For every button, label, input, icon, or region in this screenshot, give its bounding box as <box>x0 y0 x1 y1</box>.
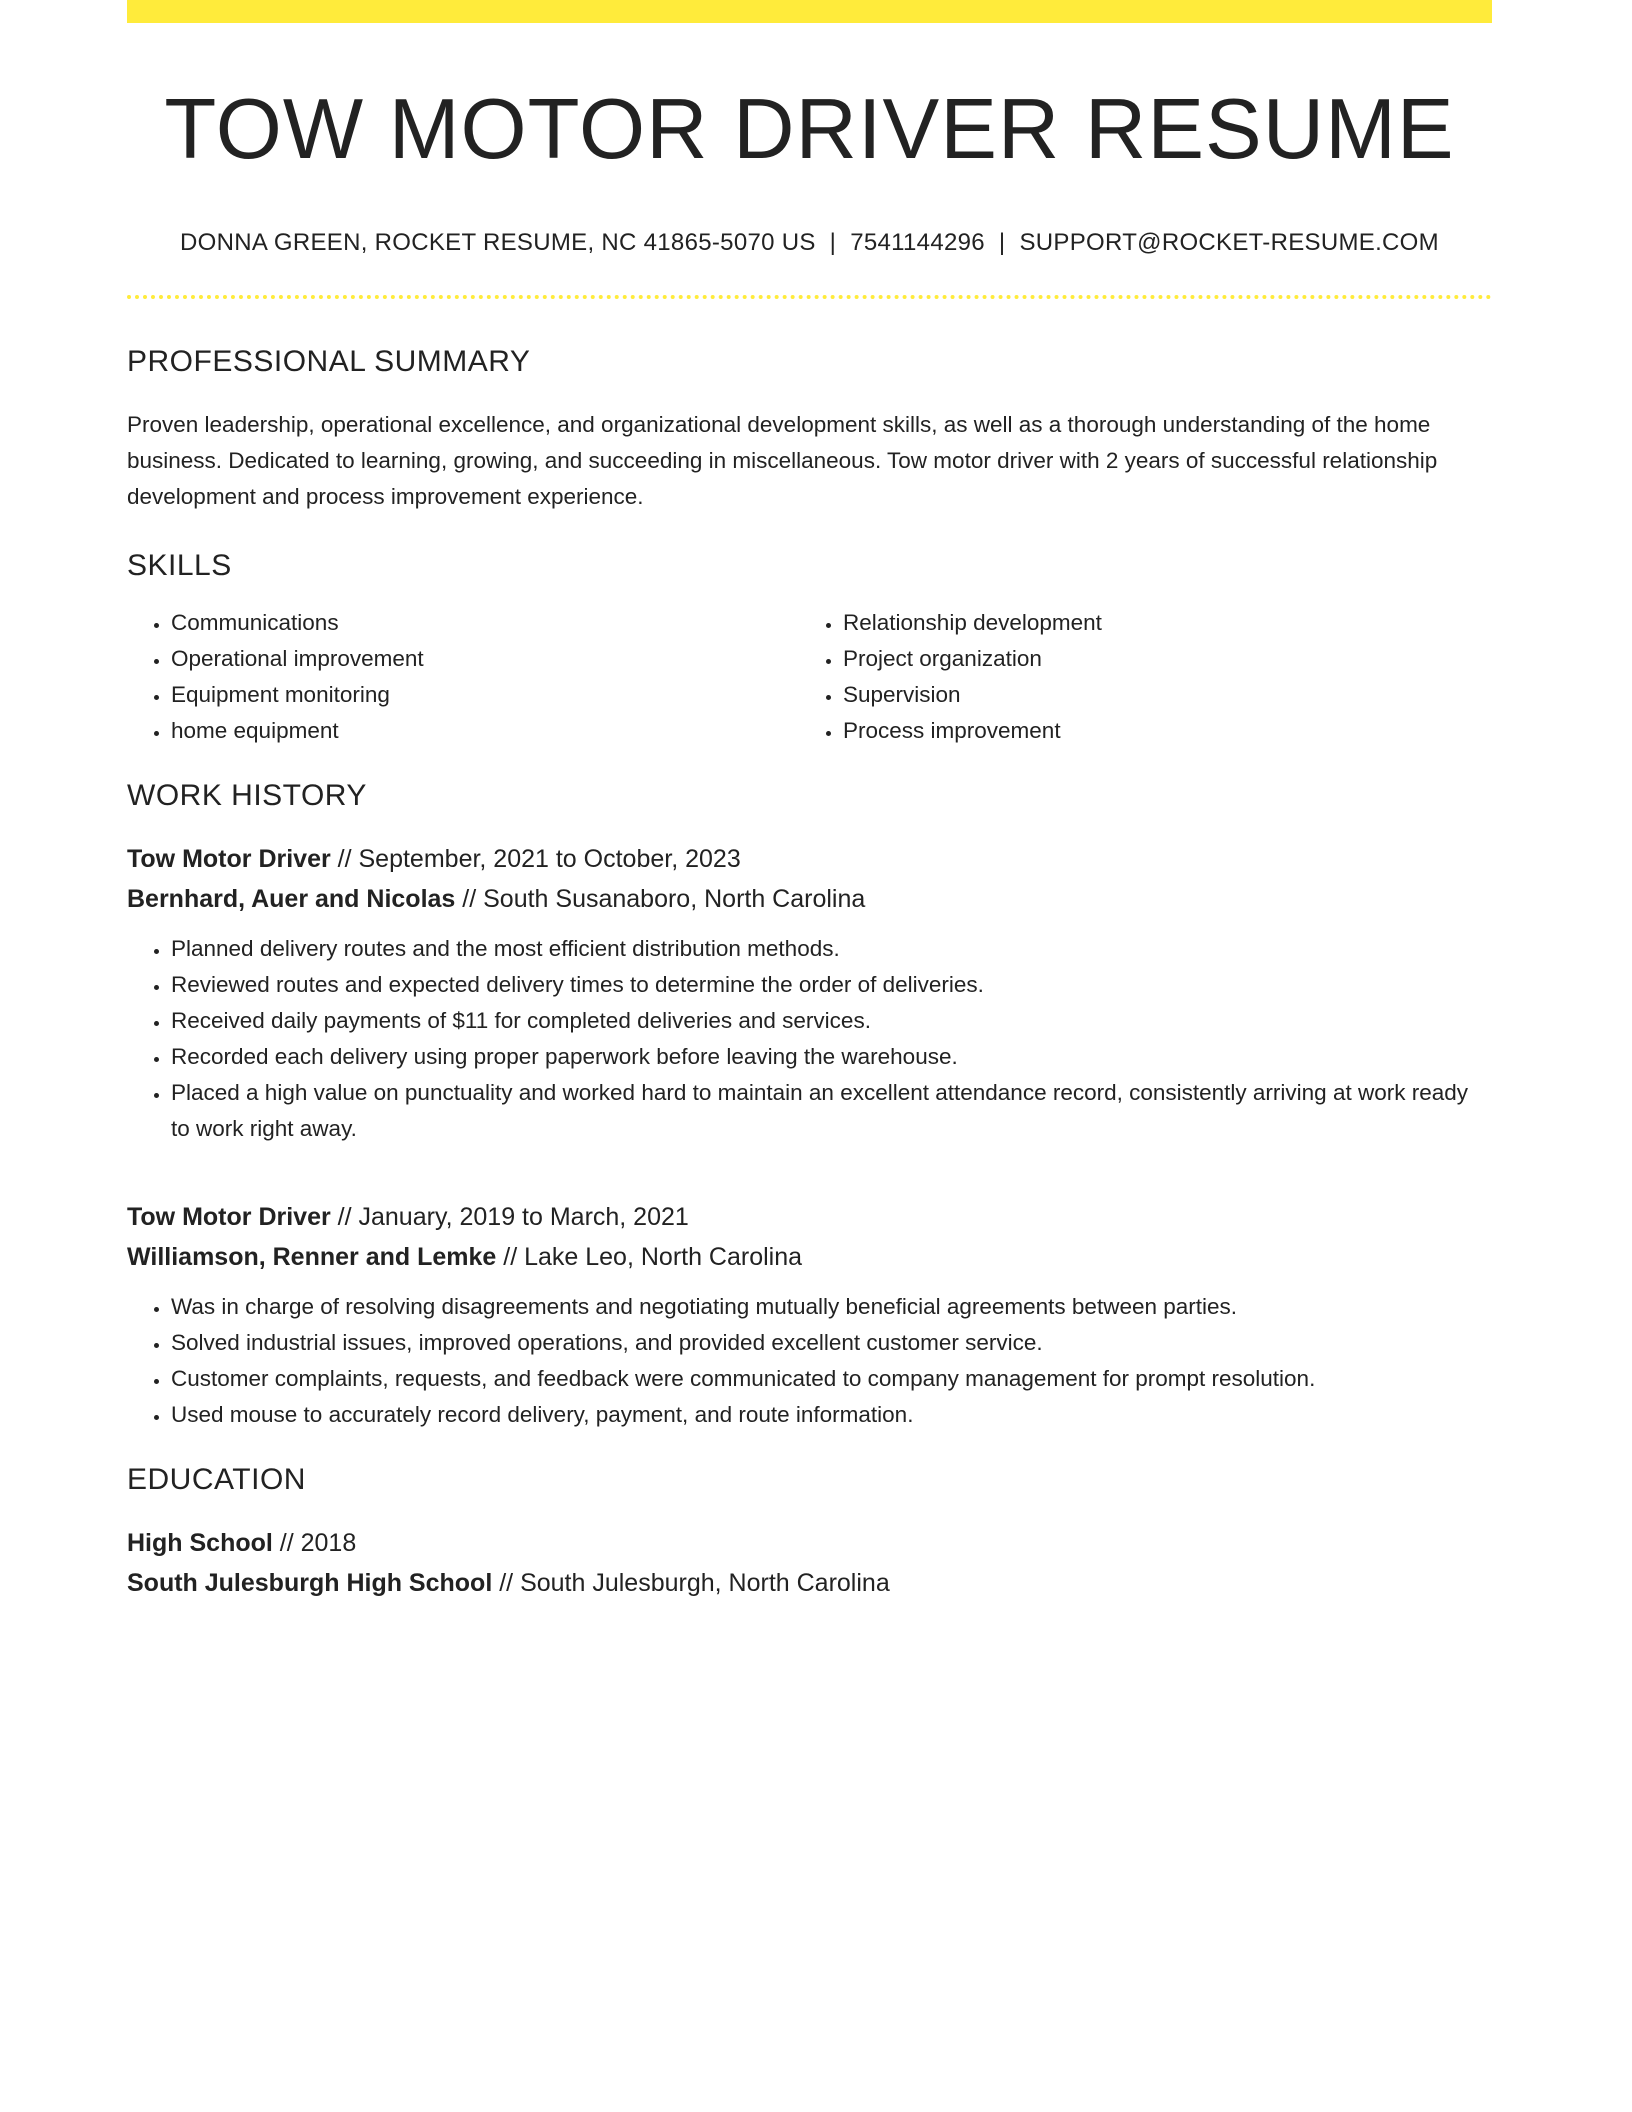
contact-separator: | <box>998 228 1006 256</box>
summary-heading: PROFESSIONAL SUMMARY <box>127 344 531 378</box>
skills-heading: SKILLS <box>127 548 232 582</box>
job-duty: • Used mouse to accurately record delivery, payment, and route information. <box>171 1397 1492 1433</box>
contact-address: DONNA GREEN, ROCKET RESUME, NC 41865-5070 US <box>180 228 816 256</box>
job-duty: • Solved industrial issues, improved operations, and provided excellent customer service. <box>171 1325 1492 1361</box>
job-company: Williamson, Renner and Lemke <box>127 1242 497 1271</box>
education-school: South Julesburgh High School <box>127 1568 493 1597</box>
contact-phone: 7541144296 <box>850 228 985 256</box>
header-divider <box>127 295 1492 299</box>
job-title-line <box>127 839 1492 879</box>
skill-item: • Process improvement <box>843 713 1471 749</box>
skills-grid <box>127 605 1492 749</box>
skill-item: • home equipment <box>171 713 799 749</box>
contact-email: SUPPORT@ROCKET-RESUME.COM <box>1019 228 1439 256</box>
contact-separator: | <box>829 228 837 256</box>
job-entry <box>127 1197 1492 1433</box>
resume-page <box>127 0 1492 1603</box>
skills-list-right <box>799 605 1471 749</box>
skill-item: • Relationship development <box>843 605 1471 641</box>
summary-text: Proven leadership, operational excellence, and organizational development skills, as well as a thorough understanding of the home business. Dedicated to learning, growing, and succeeding in miscellaneous. Tow motor driver with 2 years of successful relationship development and process improvement experience. <box>127 411 1438 509</box>
job-entry <box>127 839 1492 1147</box>
job-dates: // January, 2019 to March, 2021 <box>330 1202 689 1231</box>
job-title: Tow Motor Driver <box>127 844 331 873</box>
job-company-line <box>127 879 1492 919</box>
skills-list-left <box>127 605 799 749</box>
skill-item: • Communications <box>171 605 799 641</box>
job-duties-list <box>127 931 1492 1147</box>
skill-item: • Supervision <box>843 677 1471 713</box>
job-location: // Lake Leo, North Carolina <box>496 1242 803 1271</box>
education-school-line <box>127 1563 1492 1603</box>
education-entry <box>127 1523 1492 1603</box>
education-degree: High School <box>127 1528 273 1557</box>
job-duty: • Was in charge of resolving disagreements and negotiating mutually beneficial agreements between parties. <box>171 1289 1492 1325</box>
job-title-line <box>127 1197 1492 1237</box>
job-location: // South Susanaboro, North Carolina <box>455 884 866 913</box>
job-duty: • Recorded each delivery using proper paperwork before leaving the warehouse. <box>171 1039 1492 1075</box>
contact-line <box>127 229 1492 257</box>
work-history-heading: WORK HISTORY <box>127 778 367 812</box>
job-company-line <box>127 1237 1492 1277</box>
job-duty: • Planned delivery routes and the most efficient distribution methods. <box>171 931 1492 967</box>
job-title: Tow Motor Driver <box>127 1202 331 1231</box>
job-company: Bernhard, Auer and Nicolas <box>127 884 456 913</box>
job-duty: • Received daily payments of $11 for completed deliveries and services. <box>171 1003 1492 1039</box>
resume-title: TOW MOTOR DRIVER RESUME <box>164 82 1455 177</box>
education-year: // 2018 <box>272 1528 357 1557</box>
job-duties-list <box>127 1289 1492 1433</box>
accent-top-bar <box>127 0 1492 23</box>
skill-item: • Project organization <box>843 641 1471 677</box>
education-degree-line <box>127 1523 1492 1563</box>
job-dates: // September, 2021 to October, 2023 <box>330 844 741 873</box>
job-duty: • Customer complaints, requests, and feedback were communicated to company management for prompt resolution. <box>171 1361 1492 1397</box>
skill-item: • Operational improvement <box>171 641 799 677</box>
job-duty: • Placed a high value on punctuality and worked hard to maintain an excellent attendance record, consistently arriving at work ready to work right away. <box>171 1075 1492 1147</box>
job-duty: • Reviewed routes and expected delivery times to determine the order of deliveries. <box>171 967 1492 1003</box>
education-location: // South Julesburgh, North Carolina <box>492 1568 890 1597</box>
education-heading: EDUCATION <box>127 1462 306 1496</box>
skill-item: • Equipment monitoring <box>171 677 799 713</box>
